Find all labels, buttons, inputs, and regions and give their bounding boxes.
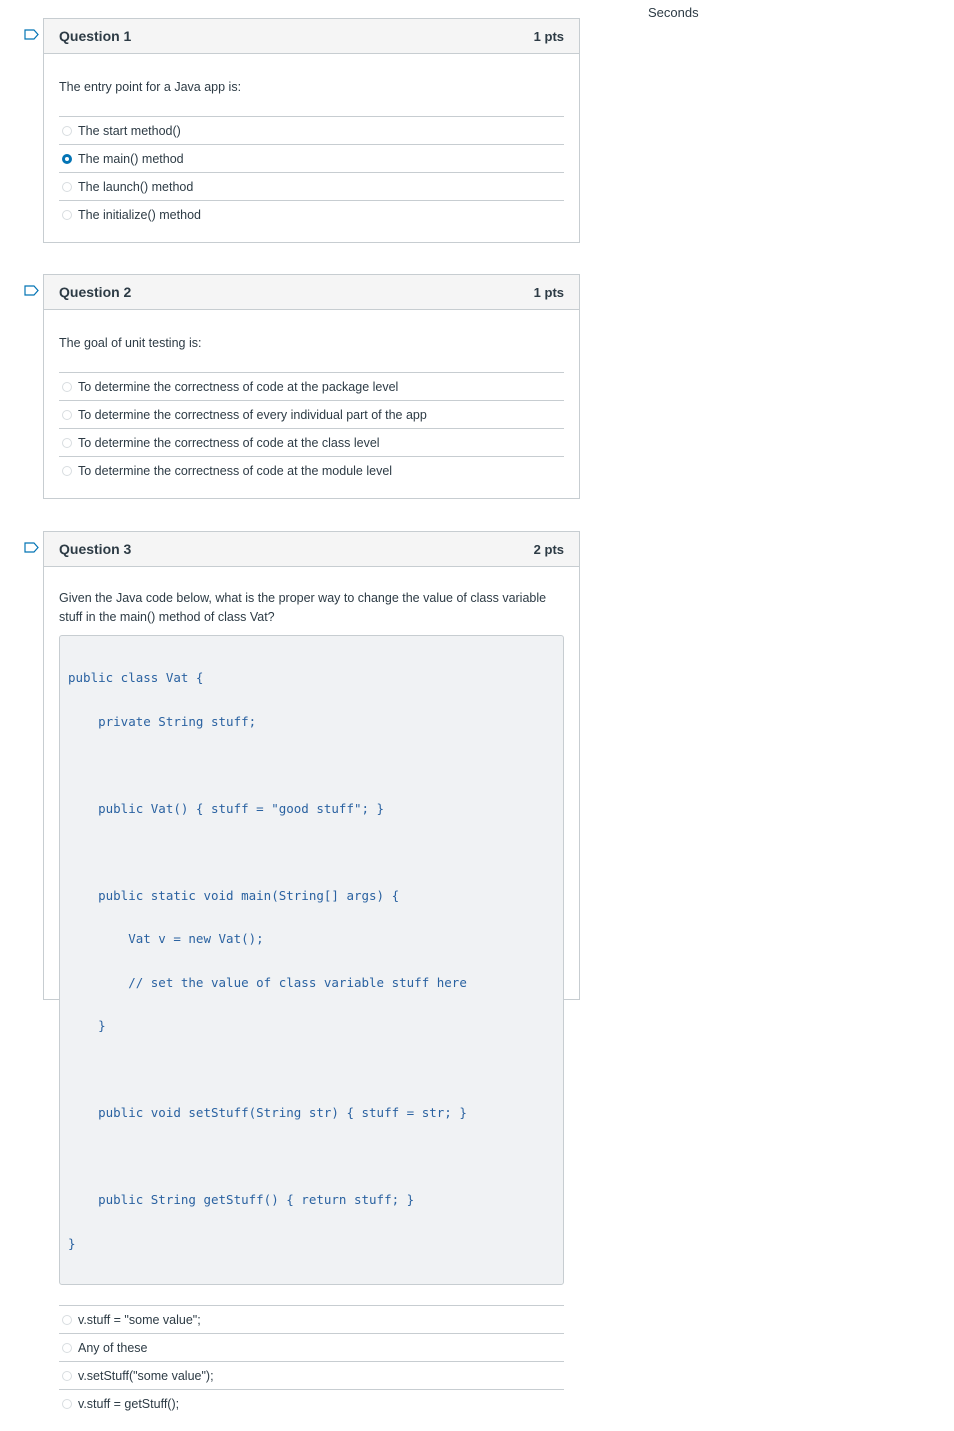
answer-option[interactable] (59, 372, 564, 400)
code-line: } (68, 1018, 106, 1033)
radio-button[interactable] (62, 1315, 72, 1325)
code-line: Vat v = new Vat(); (68, 931, 264, 946)
answer-label: To determine the correctness of code at the package level (78, 379, 399, 394)
answer-option[interactable] (59, 1361, 564, 1389)
radio-button[interactable] (62, 410, 72, 420)
question-1 (43, 18, 580, 243)
answer-option[interactable] (59, 1305, 564, 1333)
question-title: Question 1 (59, 28, 132, 44)
answer-label: The launch() method (78, 179, 194, 194)
answer-list (59, 372, 564, 484)
answer-option[interactable] (59, 116, 564, 144)
code-line: public static void main(String[] args) { (68, 887, 400, 903)
question-prompt: The entry point for a Java app is: (59, 80, 242, 94)
code-line: public String getStuff() { return stuff; } (68, 1192, 415, 1207)
answer-label: The start method() (78, 123, 181, 138)
radio-button[interactable] (62, 126, 72, 136)
answer-label: The main() method (78, 151, 184, 166)
flag-question-1-icon[interactable] (24, 29, 40, 40)
question-3 (43, 531, 580, 1411)
answer-option[interactable] (59, 456, 564, 484)
question-points: 1 pts (533, 28, 564, 44)
radio-button[interactable] (62, 466, 72, 476)
answer-option[interactable] (59, 428, 564, 456)
code-line: public class Vat { (68, 670, 204, 685)
radio-button[interactable] (62, 210, 72, 220)
answer-label: v.setStuff("some value"); (78, 1368, 214, 1383)
radio-button[interactable] (62, 1399, 72, 1409)
timer-seconds-label: Seconds (648, 5, 699, 20)
question-title: Question 2 (59, 284, 132, 300)
radio-button[interactable] (62, 1371, 72, 1381)
answer-label: Any of these (78, 1340, 148, 1355)
answer-option[interactable] (59, 200, 564, 228)
answer-list (59, 116, 564, 228)
question-2 (43, 274, 580, 499)
question-title: Question 3 (59, 541, 132, 557)
radio-button[interactable] (62, 382, 72, 392)
answer-label: To determine the correctness of every individual part of the app (78, 407, 427, 422)
question-header (44, 19, 579, 54)
flag-question-3-icon[interactable] (24, 542, 40, 553)
radio-button[interactable] (62, 1343, 72, 1353)
answer-option[interactable] (59, 1333, 564, 1361)
radio-button[interactable] (62, 182, 72, 192)
question-points: 2 pts (533, 541, 564, 557)
radio-button-selected[interactable] (62, 154, 72, 164)
answer-label: v.stuff = "some value"; (78, 1312, 201, 1327)
code-line: } (68, 1235, 76, 1251)
answer-option[interactable] (59, 1389, 564, 1417)
answer-label: To determine the correctness of code at the module level (78, 463, 393, 478)
question-header (44, 275, 579, 310)
question-points: 1 pts (533, 284, 564, 300)
answer-list (59, 1305, 564, 1417)
answer-label: To determine the correctness of code at the class level (78, 435, 380, 450)
flag-question-2-icon[interactable] (24, 285, 40, 296)
answer-option[interactable] (59, 172, 564, 200)
code-line: public void setStuff(String str) { stuff = str; } (68, 1105, 467, 1120)
answer-label: The initialize() method (78, 207, 201, 222)
radio-button[interactable] (62, 438, 72, 448)
question-header (44, 532, 579, 567)
answer-label: v.stuff = getStuff(); (78, 1396, 180, 1411)
code-line: public Vat() { stuff = "good stuff"; } (68, 800, 385, 816)
question-prompt: Given the Java code below, what is the proper way to change the value of class variable stuff in the main() method of class Vat? (59, 591, 547, 624)
code-block (59, 635, 564, 1285)
answer-option[interactable] (59, 400, 564, 428)
question-prompt: The goal of unit testing is: (59, 336, 202, 350)
code-line: private String stuff; (68, 713, 257, 729)
code-line: // set the value of class variable stuff here (68, 974, 467, 990)
answer-option[interactable] (59, 144, 564, 172)
